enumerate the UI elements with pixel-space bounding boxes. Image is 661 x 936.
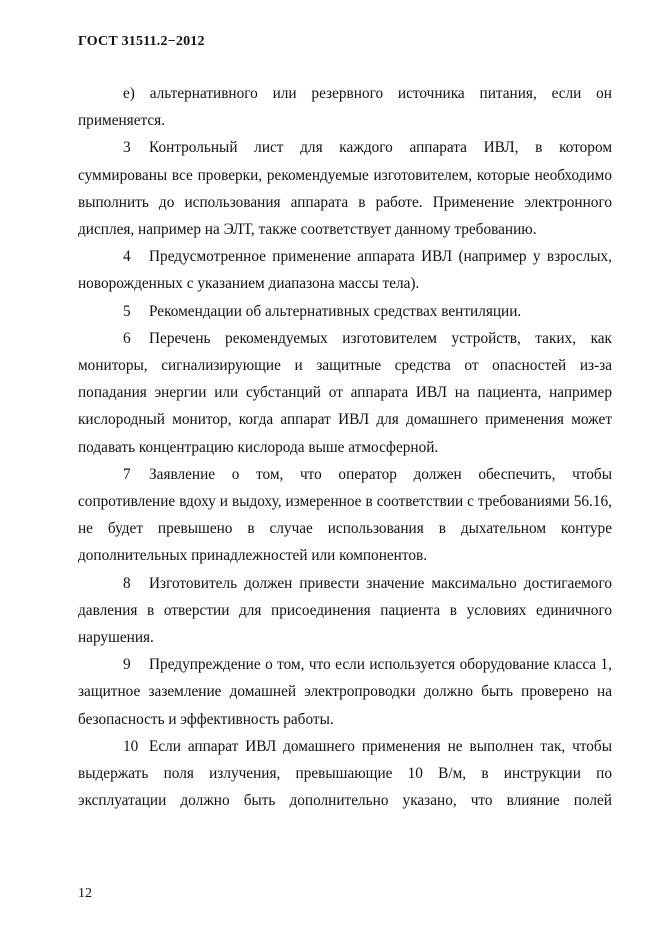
item-number: 9 [123, 656, 131, 674]
list-item-4 [78, 243, 612, 297]
item-number: 10 [123, 737, 139, 755]
item-number: 3 [123, 139, 131, 157]
paragraph-text: Перечень рекомендуемых изготовителем устройств, таких, как мониторы, сигнализирующие и защитные средства от опасностей из-за попадания энергии или субстанций от аппарата ИВЛ на пациента, например кислородный монитор, когда аппарат ИВЛ для домашнего применения может подавать концентрацию кислорода выше атмосферной. [78, 329, 612, 456]
item-number: 6 [123, 329, 131, 347]
paragraph-text: Заявление о том, что оператор должен обеспечить, чтобы сопротивление вдоху и выдоху, измеренное в соответствии с требованиями 56.16, не будет превышено в случае использования в дыхательном контуре дополнительных принадлежностей или компонентов. [78, 465, 612, 565]
paragraph-text: Рекомендации об альтернативных средствах вентиляции. [149, 302, 522, 320]
item-number: 8 [123, 574, 131, 592]
paragraph-text: Предусмотренное применение аппарата ИВЛ (например у взрослых, новорожденных с указанием диапазона массы тела). [78, 248, 612, 293]
list-item-10 [78, 733, 612, 815]
list-item-8 [78, 570, 612, 652]
list-item-7 [78, 461, 612, 570]
list-item-3 [78, 134, 612, 243]
item-number: 7 [123, 465, 131, 483]
item-number: 4 [123, 248, 131, 266]
paragraph-text: е) альтернативного или резервного источника питания, если он применяется. [78, 85, 612, 130]
page-body [78, 80, 612, 814]
list-item-5 [78, 298, 612, 325]
item-number: 5 [123, 302, 131, 320]
document-code-header: ГОСТ 31511.2−2012 [78, 34, 205, 49]
list-item-6 [78, 325, 612, 461]
paragraph-text: Предупреждение о том, что если используется оборудование класса 1, защитное заземление домашней электропроводки должно быть проверено на безопасность и эффективность работы. [78, 656, 612, 728]
paragraph-text: Если аппарат ИВЛ домашнего применения не выполнен так, чтобы выдержать поля излучения, превышающие 10 В/м, в инструкции по эксплуатации должно быть дополнительно указано, что влияние полей [78, 737, 612, 810]
list-item-9 [78, 651, 612, 733]
paragraph-text: Изготовитель должен привести значение максимально достигаемого давления в отверстии для присоединения пациента в условиях единичного нарушения. [78, 574, 612, 647]
list-item-e [78, 80, 612, 134]
paragraph-text: Контрольный лист для каждого аппарата ИВЛ, в котором суммированы все проверки, рекомендуемые изготовителем, которые необходимо выполнить до использования аппарата в работе. Применение электронного дисплея, например на ЭЛТ, также соответствует данному требованию. [78, 139, 612, 239]
page-number: 12 [78, 886, 92, 901]
